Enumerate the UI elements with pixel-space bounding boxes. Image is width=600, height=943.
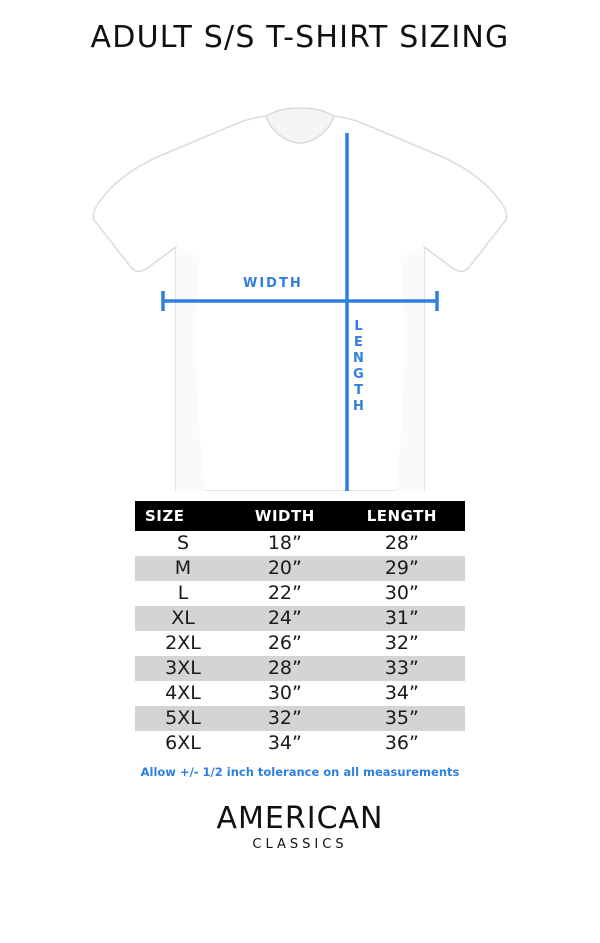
header-length: LENGTH bbox=[339, 501, 465, 531]
cell-width: 34” bbox=[267, 732, 302, 754]
cell-length: 34” bbox=[384, 682, 419, 704]
cell-length: 29” bbox=[339, 556, 465, 581]
table-row bbox=[135, 531, 465, 556]
shirt-diagram bbox=[0, 61, 600, 491]
size-table-container bbox=[135, 501, 465, 779]
cell-length: 35” bbox=[339, 706, 465, 731]
table-row bbox=[135, 606, 465, 631]
table-row bbox=[135, 731, 465, 756]
table-row bbox=[135, 656, 465, 681]
cell-width: 30” bbox=[267, 682, 302, 704]
cell-width: 18” bbox=[267, 532, 302, 554]
cell-size: 5XL bbox=[135, 706, 231, 731]
cell-length: 33” bbox=[339, 656, 465, 681]
cell-size: M bbox=[135, 556, 231, 581]
brand-name: AMERICAN bbox=[216, 801, 384, 836]
cell-size: S bbox=[176, 532, 190, 554]
length-label: LENGTH bbox=[351, 319, 366, 415]
cell-size: XL bbox=[135, 606, 231, 631]
cell-length: 31” bbox=[339, 606, 465, 631]
brand-tagline: CLASSICS bbox=[252, 837, 348, 852]
table-header-row bbox=[135, 501, 465, 531]
page-title: ADULT S/S T-SHIRT SIZING bbox=[90, 20, 510, 55]
cell-width: 20” bbox=[231, 556, 339, 581]
cell-length: 30” bbox=[384, 582, 419, 604]
cell-width: 22” bbox=[267, 582, 302, 604]
table-row bbox=[135, 581, 465, 606]
cell-width: 24” bbox=[231, 606, 339, 631]
cell-size: 2XL bbox=[165, 632, 201, 654]
cell-length: 32” bbox=[384, 632, 419, 654]
cell-width: 28” bbox=[231, 656, 339, 681]
cell-size: L bbox=[177, 582, 189, 604]
brand-footer bbox=[0, 801, 600, 852]
cell-size: 4XL bbox=[165, 682, 201, 704]
size-table bbox=[135, 501, 465, 756]
width-label: WIDTH bbox=[243, 276, 303, 291]
header-size: SIZE bbox=[135, 501, 231, 531]
cell-width: 26” bbox=[267, 632, 302, 654]
table-row bbox=[135, 556, 465, 581]
cell-width: 32” bbox=[231, 706, 339, 731]
table-row bbox=[135, 631, 465, 656]
cell-size: 3XL bbox=[135, 656, 231, 681]
cell-length: 36” bbox=[384, 732, 419, 754]
table-row bbox=[135, 706, 465, 731]
tolerance-note: Allow +/- 1/2 inch tolerance on all measurements bbox=[140, 765, 460, 779]
header-width: WIDTH bbox=[231, 501, 339, 531]
cell-length: 28” bbox=[384, 532, 419, 554]
cell-size: 6XL bbox=[165, 732, 201, 754]
table-row bbox=[135, 681, 465, 706]
